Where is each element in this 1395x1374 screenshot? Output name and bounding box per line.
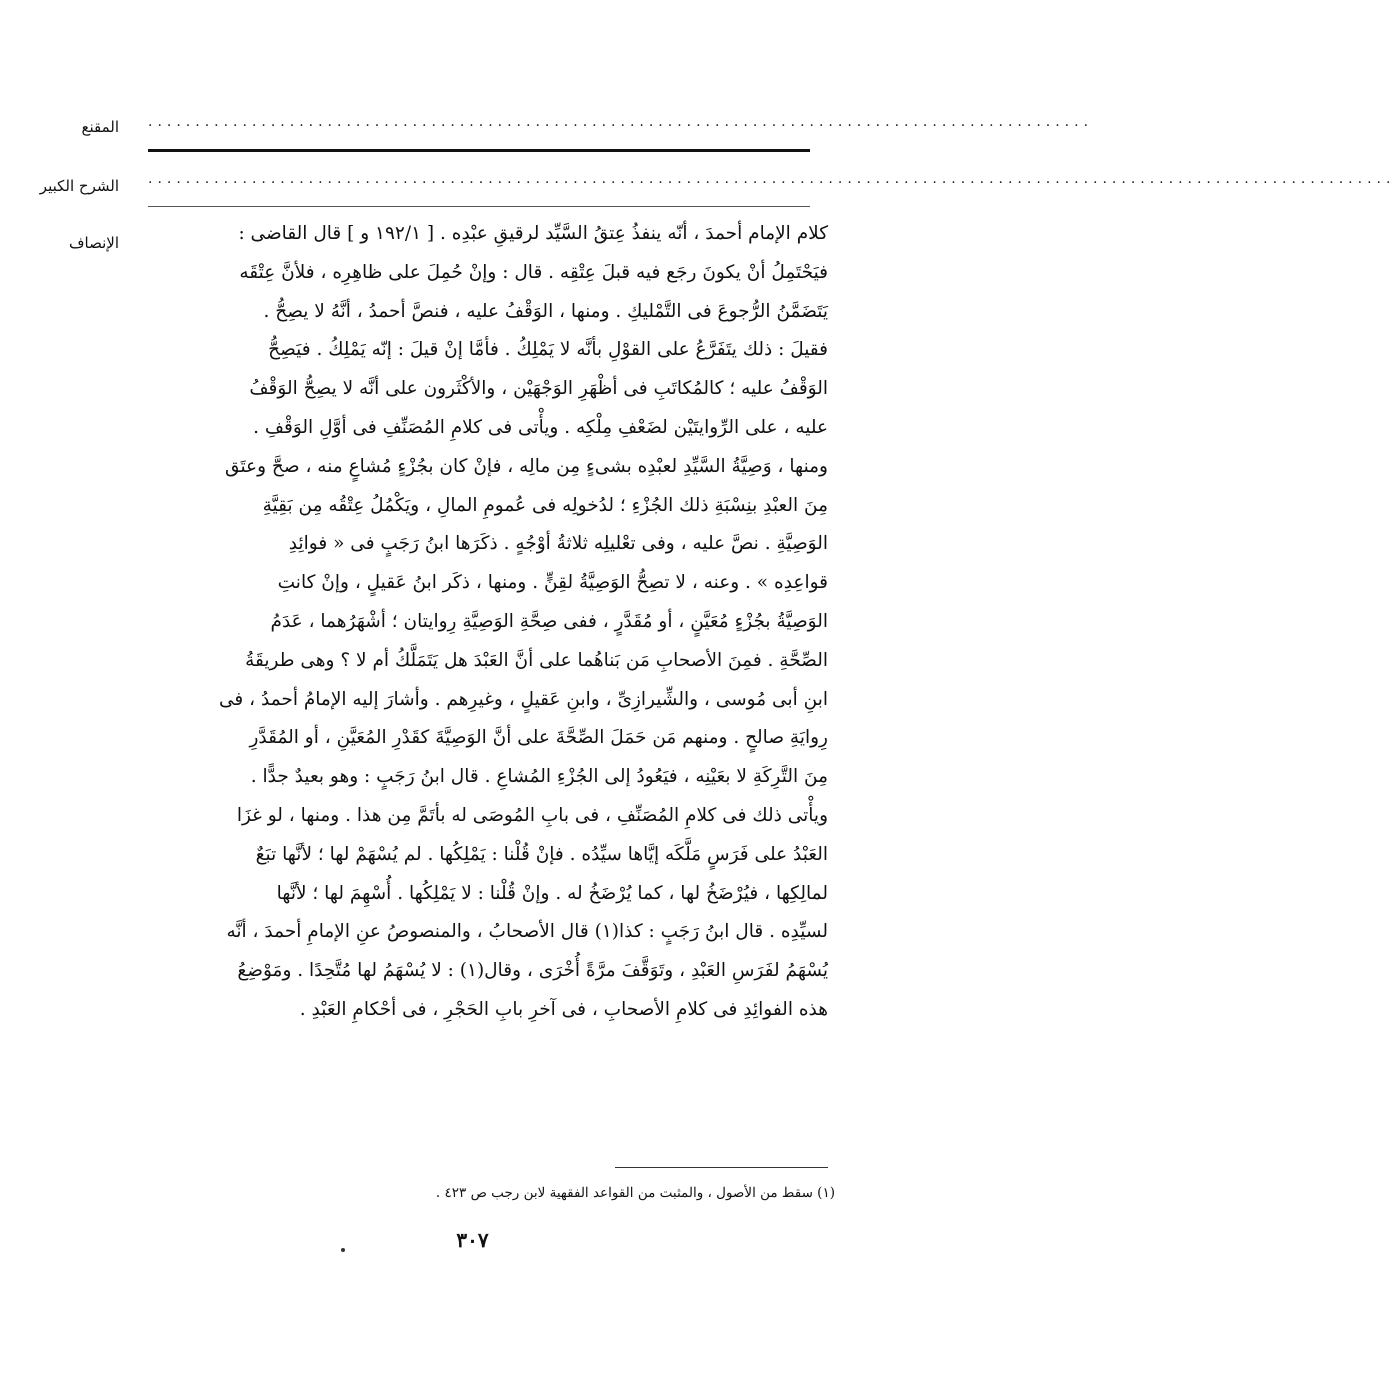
sharh-dotted-line: ....................................................................................................................................: [148, 171, 1395, 187]
body-line-21: هذه الفوائِدِ فى كلامِ الأصحابِ ، فى آخرِ بابِ الحَجْرِ ، فى أحْكامِ العَبْدِ .: [299, 998, 828, 1020]
muqni-dotted-line: ....................................................................................................: [148, 114, 1094, 130]
sharh-label: الشرح الكبير: [39, 177, 119, 195]
body-line-1: كلام الإمام أحمدَ ، أنّه ينفذُ عِتقُ السَّيِّد لرقيقِ عبْدِه . [ ١٩٢/١ و ] قال القاضى :: [238, 223, 828, 244]
body-line-3: يَتَضَمَّنُ الرُّجوعَ فى التَّمْليكِ . ومنها ، الوَقْفُ عليه ، فنصَّ أحمدُ ، أنَّهُ لا يصِحُّ .: [263, 300, 828, 322]
body-line-9: الوَصِيَّةِ . نصَّ عليه ، وفى تعْليلِه ثلاثةُ أوْجُهٍ . ذكَرَها ابنُ رَجَبٍ فى « فوائِدِ: [288, 533, 828, 555]
body-line-4: فقيلَ : ذلك يتَفَرَّعُ على القوْلِ بأنَّه لا يَمْلِكُ . فأمَّا إنْ قيلَ : إنّه يَمْلِكُ . فيَصِحُّ: [268, 339, 828, 361]
body-line-11: الوَصِيَّةُ بجُزْءٍ مُعَيَّنٍ ، أو مُقَدَّرٍ ، ففى صِحَّةِ الوَصِيَّةِ رِوايتان ؛ أشْهَرُهما ، عَدَمُ: [270, 610, 828, 632]
body-line-10: قواعِدِه » . وعنه ، لا تصِحُّ الوَصِيَّةُ لقِنٍّ . ومنها ، ذكَر ابنُ عَقيلٍ ، وإنْ كانتِ: [277, 572, 828, 594]
insaf-body-text: [138, 215, 828, 1030]
body-line-8: مِنَ العبْدِ بنِسْبَةِ ذلك الجُزْءِ ؛ لدُخولِه فى عُمومِ المالِ ، ويَكْمُلُ عِتْقُه مِن بَقِيَّةِ: [262, 494, 828, 516]
body-line-15: مِنَ التَّرِكَةِ لا بعَيْنِه ، فيَعُودُ إلى الجُزْءِ المُشاعِ . قال ابنُ رَجَبٍ : وهو بعيدٌ جدًّا .: [250, 766, 828, 788]
body-line-19: لسيِّدِه . قال ابنُ رَجَبٍ : كذا(١) قال الأصحابُ ، والمنصوصُ عنِ الإمامِ أحمدَ ، أنَّه: [226, 921, 828, 943]
page-number: ٣٠٧: [456, 1228, 489, 1252]
body-line-5: الوَقْفُ عليه ؛ كالمُكاتَبِ فى أظْهَرِ الوَجْهَيْن ، والأكْثَرون على أنَّه لا يصِحُّ الوَقْفُ: [249, 378, 828, 400]
insaf-label: الإنصاف: [68, 234, 119, 252]
body-line-20: يُسْهَمُ لفَرَسِ العَبْدِ ، وتَوَقَّفَ مرَّةً أُخْرَى ، وقال(١) : لا يُسْهَمُ لها مُتَّحِدًا . ومَوْضِعُ: [237, 960, 828, 982]
footnote-separator: [615, 1167, 828, 1168]
footnote-text: (١) سقط من الأصول ، والمثبت من القواعد الفقهية لابن رجب ص ٤٢٣ .: [435, 1185, 835, 1201]
muqni-label: المقنع: [81, 118, 119, 136]
body-line-16: ويأْتى ذلك فى كلامِ المُصَنِّفِ ، فى بابِ المُوصَى له بأتَمَّ مِن هذا . ومنها ، لو غزَا: [236, 804, 828, 826]
body-line-7: ومنها ، وَصِيَّةُ السَّيِّدِ لعبْدِه بشىءٍ مِن مالِه ، فإنْ كان بجُزْءٍ مُشاعٍ منه ، صحَّ وعتَق: [225, 455, 828, 477]
print-speck: [341, 1248, 345, 1252]
body-line-18: لمالِكِها ، فيُرْضَخُ لها ، كما يُرْضَخُ له . وإنْ قُلْنا : لا يَمْلِكُها . أُسْهِمَ لها ؛ لأنَّها: [276, 882, 828, 904]
body-line-14: رِوايَةِ صالحٍ . ومنهم مَن حَمَلَ الصِّحَّةَ على أنَّ الوَصِيَّةَ كقَدْرِ المُعَيَّنِ ، أو المُقَدَّرِ: [249, 727, 828, 749]
header-divider-rule: [148, 149, 810, 152]
sharh-divider-rule: [148, 206, 810, 207]
body-line-13: ابنِ أبى مُوسى ، والشِّيرازِىِّ ، وابنِ عَقيلٍ ، وغيرِهم . وأشارَ إليه الإمامُ أحمدُ ، فى: [218, 688, 828, 710]
body-line-6: عليه ، على الرِّوايتَيْن لضَعْفِ مِلْكِه . ويأْتى فى كلامِ المُصَنِّفِ فى أوَّلِ الوَقْفِ .: [253, 416, 828, 438]
body-line-17: العَبْدُ على فَرَسٍ مَلَّكَه إيَّاها سيِّدُه . فإنْ قُلْنا : يَمْلِكُها . لم يُسْهَمْ لها ؛ لأنَّها تبَعٌ: [255, 843, 828, 865]
body-line-2: فيَحْتَمِلُ أنْ يكونَ رجَع فيه قبلَ عِتْقِه . قال : وإنْ حُمِلَ على ظاهِرِه ، فلأنَّ عِتْقَه: [239, 261, 828, 283]
body-line-12: الصِّحَّةِ . فمِنَ الأصحابِ مَن بَناهُما على أنَّ العَبْدَ هل يَتَمَلَّكُ أم لا ؟ وهى طريقَةُ: [245, 649, 828, 671]
